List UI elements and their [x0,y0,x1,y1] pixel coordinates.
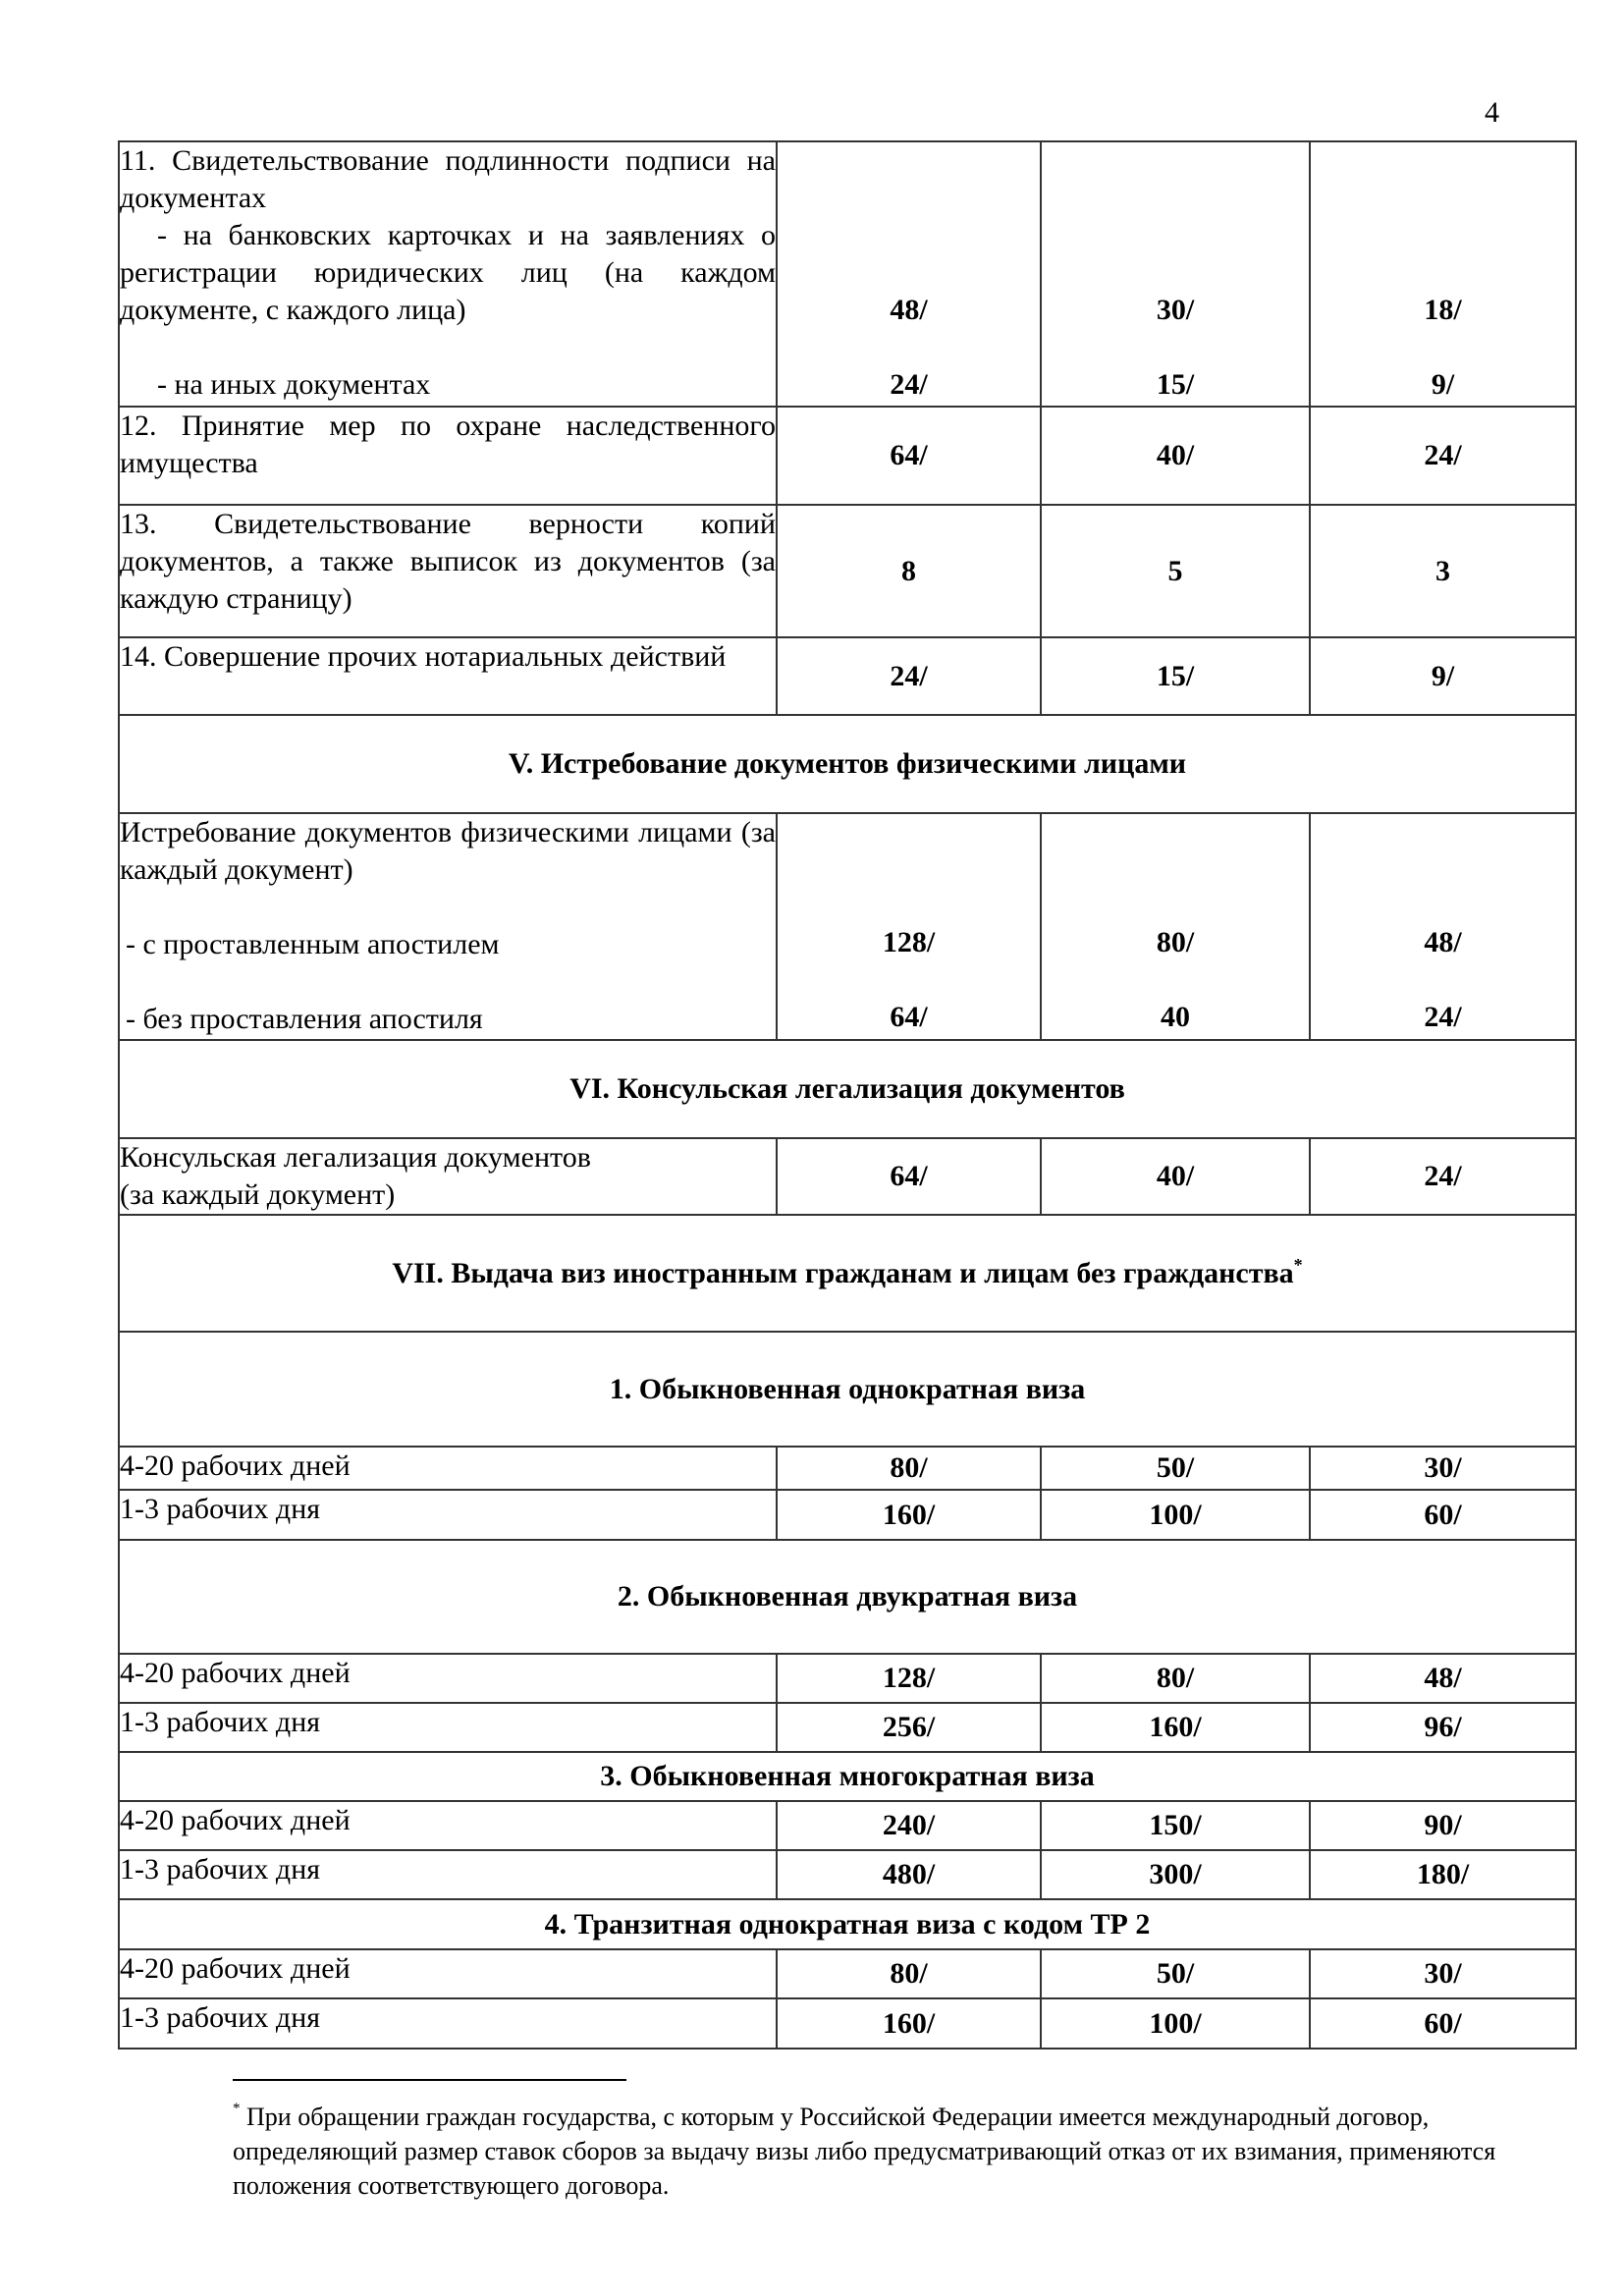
row-11-sub-b-value-2: 15/ [1156,368,1195,401]
footnote-mark: * [233,2101,241,2116]
row-12-value-3: 24/ [1310,407,1576,505]
visa-row-value-1: 480/ [777,1850,1041,1899]
visa-row [119,1850,1576,1899]
section-v-title: Истребование документов физическими лицами (за каждый документ) [120,816,776,886]
visa-subsection-1-header-row [119,1332,1576,1447]
visa-row-label: 4-20 рабочих дней [119,1949,777,1998]
visa-row-label: 1-3 рабочих дня [119,1850,777,1899]
section-v-sub-b-value-1: 64/ [890,1001,928,1033]
row-13-description: 13. Свидетельствование верности копий документов, а также выписок из документов (за каждую страницу) [119,505,777,637]
row-12-value-1: 64/ [777,407,1041,505]
row-11-value-col3 [1310,141,1576,407]
visa-subsection-3-header-row [119,1752,1576,1801]
visa-row-value-2: 300/ [1041,1850,1310,1899]
row-13-value-3: 3 [1310,505,1576,637]
section-v-heading: V. Истребование документов физическими лицами [119,715,1576,813]
visa-row-value-3: 30/ [1310,1447,1576,1490]
visa-row-value-1: 160/ [777,1490,1041,1540]
row-11-sub-a-value-2: 30/ [1156,294,1195,326]
table-row-13 [119,505,1576,637]
visa-row-value-2: 50/ [1041,1949,1310,1998]
section-vii-heading-cell [119,1215,1576,1332]
visa-subsection-1-heading: 1. Обыкновенная однократная виза [119,1332,1576,1447]
section-v-sub-a-value-3: 48/ [1424,926,1462,958]
row-11-value-col2 [1041,141,1310,407]
visa-row-value-2: 80/ [1041,1654,1310,1703]
section-v-sub-b-value-2: 40 [1161,1001,1190,1033]
table-row-14 [119,637,1576,715]
visa-row-value-3: 60/ [1310,1998,1576,2049]
section-v-sub-a-value-2: 80/ [1156,926,1195,958]
visa-row-value-3: 96/ [1310,1703,1576,1752]
visa-row-value-1: 240/ [777,1801,1041,1850]
visa-row-label: 4-20 рабочих дней [119,1801,777,1850]
section-vi-header-row [119,1040,1576,1138]
section-vi-row [119,1138,1576,1215]
row-11-sub-a-value-3: 18/ [1424,294,1462,326]
visa-row-value-3: 180/ [1310,1850,1576,1899]
row-11-description [119,141,777,407]
row-11-title: 11. Свидетельствование подлинности подписи на документах [120,144,776,214]
visa-row [119,1703,1576,1752]
visa-subsection-2-heading: 2. Обыкновенная двукратная виза [119,1540,1576,1654]
section-v-sub-b: - без проставления апостиля [126,1003,483,1035]
row-11-sub-b: - на иных документах [157,368,431,401]
section-v-value-col1 [777,813,1041,1040]
section-v-description [119,813,777,1040]
section-vii-header-row [119,1215,1576,1332]
visa-subsection-2-header-row [119,1540,1576,1654]
visa-row-label: 4-20 рабочих дней [119,1654,777,1703]
row-11-sub-a-value-1: 48/ [890,294,928,326]
visa-row-value-2: 160/ [1041,1703,1310,1752]
section-vi-description [119,1138,777,1215]
row-13-value-1: 8 [777,505,1041,637]
visa-row [119,1949,1576,1998]
visa-subsection-3-heading: 3. Обыкновенная многократная виза [119,1752,1576,1801]
row-14-value-1: 24/ [777,637,1041,715]
row-14-value-2: 15/ [1041,637,1310,715]
row-13-value-2: 5 [1041,505,1310,637]
visa-row [119,1490,1576,1540]
visa-row-value-3: 90/ [1310,1801,1576,1850]
row-11-value-col1 [777,141,1041,407]
visa-row-label: 1-3 рабочих дня [119,1703,777,1752]
row-14-description: 14. Совершение прочих нотариальных действий [119,637,777,715]
visa-row-value-1: 80/ [777,1447,1041,1490]
section-v-header-row [119,715,1576,813]
visa-row [119,1998,1576,2049]
section-v-row [119,813,1576,1040]
visa-row-value-3: 30/ [1310,1949,1576,1998]
visa-row-value-1: 256/ [777,1703,1041,1752]
visa-row-label: 1-3 рабочих дня [119,1490,777,1540]
visa-row-value-1: 80/ [777,1949,1041,1998]
section-v-sub-b-value-3: 24/ [1424,1001,1462,1033]
footnote [233,2100,1548,2203]
visa-row [119,1654,1576,1703]
section-vi-value-1: 64/ [777,1138,1041,1215]
visa-subsection-4-heading: 4. Транзитная однократная виза с кодом ТР 2 [119,1899,1576,1949]
table-row-11 [119,141,1576,407]
visa-row-value-1: 128/ [777,1654,1041,1703]
row-12-value-2: 40/ [1041,407,1310,505]
visa-row-value-3: 48/ [1310,1654,1576,1703]
section-vii-heading: VII. Выдача виз иностранным гражданам и лицам без гражданства [392,1256,1294,1289]
visa-row [119,1801,1576,1850]
footnote-reference-mark[interactable]: * [1293,1254,1303,1275]
visa-row-value-2: 50/ [1041,1447,1310,1490]
visa-row-value-2: 100/ [1041,1490,1310,1540]
visa-row-value-1: 160/ [777,1998,1041,2049]
section-vi-line1: Консульская легализация документов [120,1141,591,1174]
visa-subsection-4-header-row [119,1899,1576,1949]
page-number: 4 [1485,96,1499,129]
section-vi-line2: (за каждый документ) [120,1178,396,1211]
section-v-value-col3 [1310,813,1576,1040]
footnote-text: При обращении граждан государства, с которым у Российской Федерации имеется международный договор, определяющий размер ставок сборов за выдачу визы либо предусматривающий отказ от их взимания, применяются положения соответствующего договора. [233,2103,1496,2200]
row-11-sub-a: - на банковских карточках и на заявлениях о регистрации юридических лиц (на каждом документе, с каждого лица) [120,219,776,326]
footnote-separator [233,2079,626,2081]
row-12-description: 12. Принятие мер по охране наследственного имущества [119,407,777,505]
fees-table [118,140,1577,2050]
section-vi-heading: VI. Консульская легализация документов [119,1040,1576,1138]
section-v-sub-a-value-1: 128/ [882,926,936,958]
section-vi-value-3: 24/ [1310,1138,1576,1215]
section-vi-value-2: 40/ [1041,1138,1310,1215]
row-11-sub-b-value-1: 24/ [890,368,928,401]
row-14-value-3: 9/ [1310,637,1576,715]
visa-row-value-2: 150/ [1041,1801,1310,1850]
table-row-12 [119,407,1576,505]
visa-row-label: 1-3 рабочих дня [119,1998,777,2049]
visa-row-label: 4-20 рабочих дней [119,1447,777,1490]
row-11-sub-b-value-3: 9/ [1431,368,1455,401]
section-v-sub-a: - с проставленным апостилем [126,928,500,960]
visa-row-value-2: 100/ [1041,1998,1310,2049]
section-v-value-col2 [1041,813,1310,1040]
visa-row-value-3: 60/ [1310,1490,1576,1540]
visa-row [119,1447,1576,1490]
